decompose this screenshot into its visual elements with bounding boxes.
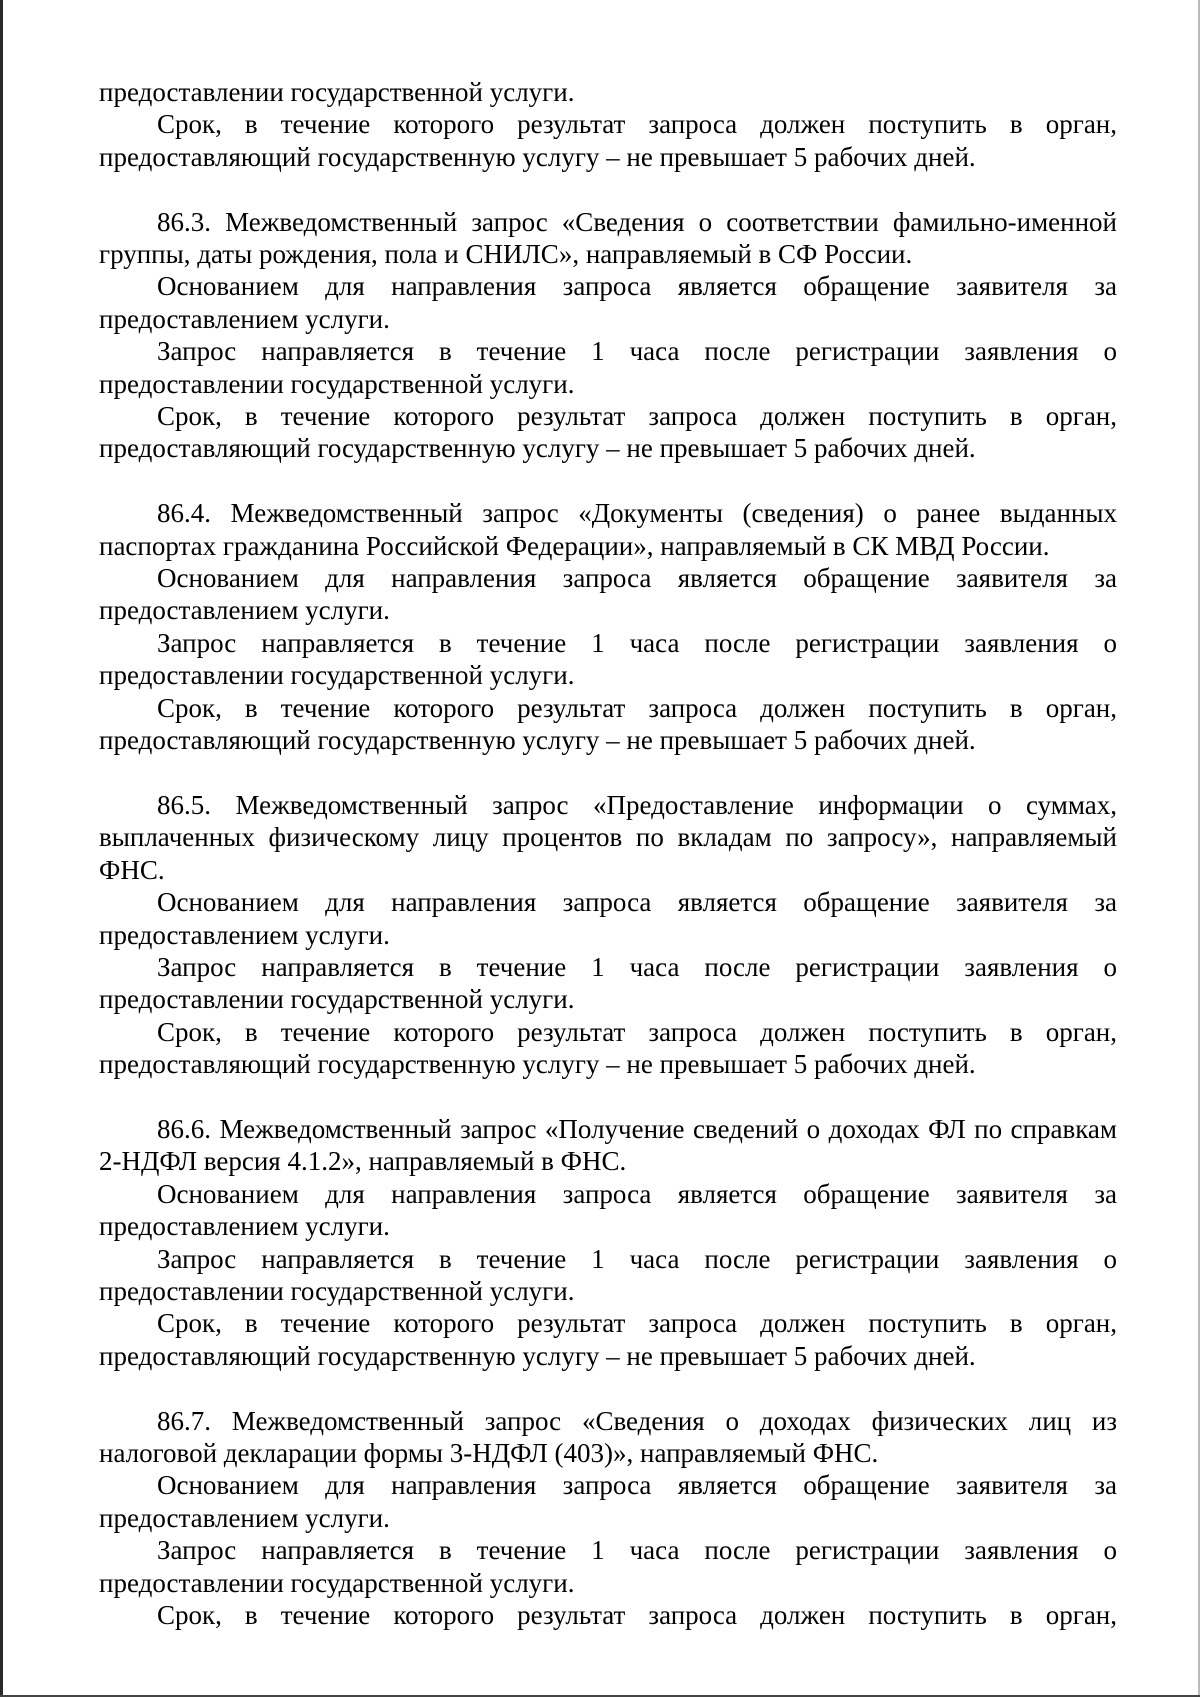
paragraph: Срок, в течение которого результат запроса должен поступить в орган, предоставляющий государственную услугу – не превышает 5 рабочих дней. <box>99 109 1117 172</box>
paragraph: Основанием для направления запроса является обращение заявителя за предоставлением услуги. <box>99 887 1117 950</box>
document-body <box>99 76 1117 1631</box>
paragraph: Основанием для направления запроса является обращение заявителя за предоставлением услуги. <box>99 1178 1117 1242</box>
paragraph: Запрос направляется в течение 1 часа после регистрации заявления о предоставлении государственной услуги. <box>99 336 1117 399</box>
section-heading-86-7: 86.7. Межведомственный запрос «Сведения о доходах физических лиц из налоговой декларации формы 3-НДФЛ (403)», направляемый ФНС. <box>99 1405 1117 1468</box>
section-heading-86-6: 86.6. Межведомственный запрос «Получение сведений о доходах ФЛ по справкам 2-НДФЛ версия 4.1.2», направляемый в ФНС. <box>99 1113 1117 1177</box>
paragraph-gap <box>99 1081 1117 1113</box>
paragraph: Запрос направляется в течение 1 часа после регистрации заявления о предоставлении государственной услуги. <box>99 1243 1117 1306</box>
paragraph: Основанием для направления запроса является обращение заявителя за предоставлением услуги. <box>99 1470 1117 1533</box>
paragraph-continuation: предоставлении государственной услуги. <box>99 77 575 107</box>
paragraph: Основанием для направления запроса является обращение заявителя за предоставлением услуги. <box>99 271 1117 334</box>
paragraph: Срок, в течение которого результат запроса должен поступить в орган, предоставляющий государственную услугу – не превышает 5 рабочих дней. <box>99 692 1117 756</box>
paragraph: Срок, в течение которого результат запроса должен поступить в орган, предоставляющий государственную услугу – не превышает 5 рабочих дней. <box>99 1308 1117 1371</box>
paragraph-gap <box>99 757 1117 789</box>
scan-edge-left <box>0 0 3 1697</box>
paragraph-truncated: Срок, в течение которого результат запроса должен поступить в орган, <box>157 1600 1117 1631</box>
paragraph: Основанием для направления запроса является обращение заявителя за предоставлением услуги. <box>99 563 1117 626</box>
section-heading-86-3: 86.3. Межведомственный запрос «Сведения о соответствии фамильно-именной группы, даты рождения, пола и СНИЛС», направляемый в СФ России. <box>99 206 1117 270</box>
section-heading-86-5: 86.5. Межведомственный запрос «Предоставление информации о суммах, выплаченных физическому лицу процентов по вкладам по запросу», направляемый ФНС. <box>99 789 1117 885</box>
paragraph-gap <box>99 1372 1117 1404</box>
paragraph: Срок, в течение которого результат запроса должен поступить в орган, предоставляющий государственную услугу – не превышает 5 рабочих дней. <box>99 1016 1117 1080</box>
paragraph-gap <box>99 173 1117 205</box>
section-heading-86-4: 86.4. Межведомственный запрос «Документы (сведения) о ранее выданных паспортах гражданина Российской Федерации», направляемый в СК МВД России. <box>99 498 1117 561</box>
paragraph: Срок, в течение которого результат запроса должен поступить в орган, предоставляющий государственную услугу – не превышает 5 рабочих дней. <box>99 401 1117 464</box>
paragraph: Запрос направляется в течение 1 часа после регистрации заявления о предоставлении государственной услуги. <box>99 627 1117 691</box>
paragraph-gap <box>99 465 1117 497</box>
paragraph: Запрос направляется в течение 1 часа после регистрации заявления о предоставлении государственной услуги. <box>99 1535 1117 1598</box>
paragraph: Запрос направляется в течение 1 часа после регистрации заявления о предоставлении государственной услуги. <box>99 951 1117 1015</box>
